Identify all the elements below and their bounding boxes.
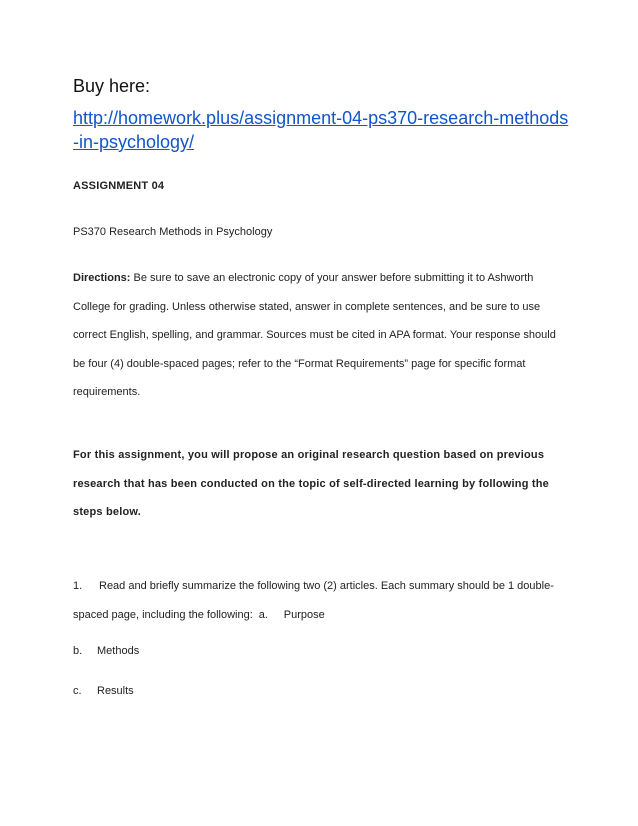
directions-label: Directions: bbox=[73, 272, 131, 284]
sub-item-c-text: Results bbox=[97, 685, 134, 697]
sub-item-c-letter: c. bbox=[73, 685, 82, 697]
sub-item-b-letter: b. bbox=[73, 645, 83, 657]
directions-paragraph bbox=[73, 264, 568, 407]
list-item-1 bbox=[73, 572, 568, 629]
buy-here-label: Buy here: bbox=[73, 76, 151, 96]
sub-item-a-letter: a. bbox=[258, 608, 268, 621]
list-item-1-number: 1. bbox=[73, 580, 83, 592]
list-item-1-text: Read and briefly summarize the following two (2) articles. Each summary should be 1 double-spaced page, including the following: bbox=[73, 580, 554, 621]
sub-item-b bbox=[73, 637, 568, 666]
sub-item-b-text: Methods bbox=[97, 645, 140, 657]
directions-text: Be sure to save an electronic copy of your answer before submitting it to Ashworth College for grading. Unless otherwise stated, answer in complete sentences, and be sure to use correct English, spelling, and grammar. Sources must be cited in APA format. Your response should be four (4) double-spaced pages; refer to the “Format Requirements” page for specific format requirements. bbox=[73, 272, 556, 398]
course-title: PS370 Research Methods in Psychology bbox=[73, 226, 273, 238]
intro-paragraph: For this assignment, you will propose an original research question based on previous research that has been conducted on the topic of self-directed learning by following the steps below. bbox=[73, 449, 549, 518]
sub-item-c bbox=[73, 677, 568, 706]
assignment-heading: ASSIGNMENT 04 bbox=[73, 180, 165, 192]
sub-item-a-text: Purpose bbox=[283, 608, 325, 621]
buy-link[interactable]: http://homework.plus/assignment-04-ps370-research-methods-in-psychology/ bbox=[73, 108, 569, 152]
sub-item-a bbox=[259, 601, 325, 630]
